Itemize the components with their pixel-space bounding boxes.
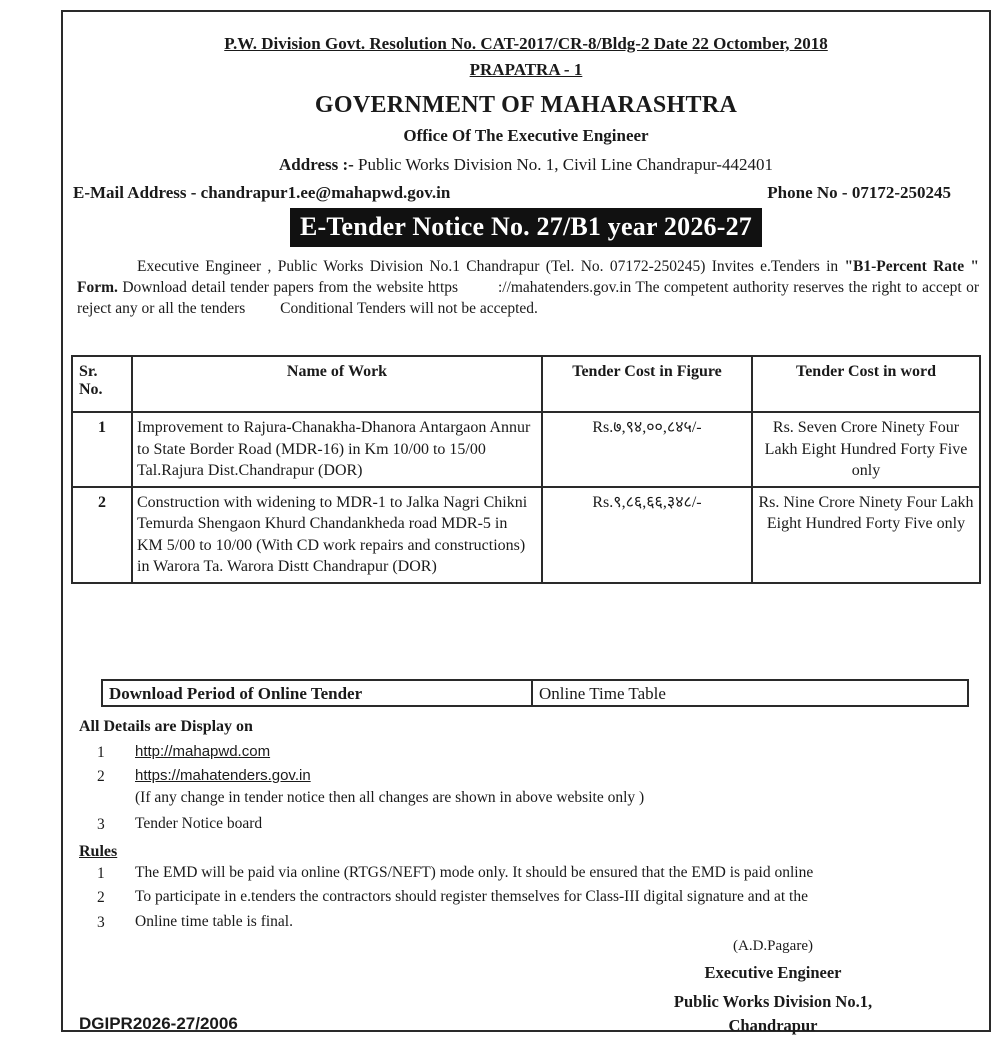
rule-item: Online time table is final. bbox=[135, 913, 293, 930]
signatory-city: Chandrapur bbox=[728, 1016, 818, 1035]
signatory-name: (A.D.Pagare) bbox=[733, 938, 813, 954]
header-sr-no: Sr. No. bbox=[72, 356, 132, 412]
intro-part4: Conditional Tenders will not be accepted. bbox=[280, 300, 538, 317]
government-title: GOVERNMENT OF MAHARASHTRA bbox=[314, 92, 738, 118]
row-cost-word: Rs. Nine Crore Ninety Four Lakh Eight Hundred Forty Five only bbox=[752, 487, 980, 583]
rules-heading: Rules bbox=[79, 843, 118, 860]
intro-part1: Executive Engineer , Public Works Division No.1 Chandrapur (Tel. No. 07172-250245) Invites e.Tenders in bbox=[137, 258, 839, 275]
rule-number: 2 bbox=[97, 889, 105, 906]
rule-number: 1 bbox=[97, 865, 105, 882]
download-divider bbox=[531, 679, 533, 707]
details-heading: All Details are Display on bbox=[79, 718, 253, 735]
details-item-number: 2 bbox=[97, 768, 105, 785]
details-item-notice-board: Tender Notice board bbox=[135, 815, 263, 832]
mahatenders-link[interactable]: https://mahatenders.gov.in bbox=[135, 767, 311, 784]
row-sr-no: 1 bbox=[72, 412, 132, 487]
office-address bbox=[63, 155, 989, 175]
header-cost-figure: Tender Cost in Figure bbox=[542, 356, 752, 412]
intro-part3: ://mahatenders.gov.in The competent authority reserves the right to accept or reject any or all the tenders bbox=[77, 279, 979, 317]
row-cost-figure: Rs.७,९४,००,८४५/- bbox=[542, 412, 752, 487]
office-title: Office Of The Executive Engineer bbox=[403, 126, 649, 145]
resolution-reference: P.W. Division Govt. Resolution No. CAT-2017/CR-8/Bldg-2 Date 22 Octomber, 2018 bbox=[224, 34, 828, 53]
table-row bbox=[72, 487, 980, 583]
table-row bbox=[72, 412, 980, 487]
details-item-number: 1 bbox=[97, 744, 105, 761]
email-address: E-Mail Address - chandrapur1.ee@mahapwd.gov.in bbox=[73, 183, 451, 202]
row-name-of-work: Construction with widening to MDR-1 to Jalka Nagri Chikni Temurda Shengaon Khurd Chandankheda road MDR-5 in KM 5/00 to 10/00 (With CD work repairs and constructions) in Warora Ta. Warora Distt Chandrapur (DOR) bbox=[132, 487, 542, 583]
dgipr-code: DGIPR2026-27/2006 bbox=[79, 1014, 238, 1033]
intro-form-name: "B1-Percent Rate " Form. bbox=[77, 258, 979, 296]
prapatra-label: PRAPATRA - 1 bbox=[469, 60, 583, 79]
download-period-row bbox=[101, 679, 969, 707]
mahapwd-link[interactable]: http://mahapwd.com bbox=[135, 743, 271, 760]
rule-number: 3 bbox=[97, 914, 105, 931]
address-label: Address :- bbox=[279, 155, 354, 174]
rule-item: To participate in e.tenders the contractors should register themselves for Class-III digital signature and at the bbox=[135, 888, 808, 905]
intro-part2: Download detail tender papers from the website https bbox=[117, 279, 459, 296]
signatory-division: Public Works Division No.1, bbox=[673, 992, 873, 1011]
phone-number: Phone No - 07172-250245 bbox=[767, 183, 951, 202]
online-time-table-label: Online Time Table bbox=[539, 684, 666, 703]
address-value: Public Works Division No. 1, Civil Line Chandrapur-442401 bbox=[353, 155, 773, 174]
row-sr-no: 2 bbox=[72, 487, 132, 583]
intro-paragraph bbox=[77, 256, 979, 319]
header-cost-word: Tender Cost in word bbox=[752, 356, 980, 412]
notice-title: E-Tender Notice No. 27/B1 year 2026-27 bbox=[290, 208, 762, 247]
row-cost-word: Rs. Seven Crore Ninety Four Lakh Eight Hundred Forty Five only bbox=[752, 412, 980, 487]
notice-title-wrap bbox=[63, 208, 989, 247]
header-name-of-work: Name of Work bbox=[132, 356, 542, 412]
notice-page bbox=[61, 10, 991, 1035]
download-period-label: Download Period of Online Tender bbox=[109, 684, 363, 703]
details-note: (If any change in tender notice then all changes are shown in above website only ) bbox=[135, 789, 645, 806]
signatory-designation: Executive Engineer bbox=[704, 963, 842, 982]
rule-item: The EMD will be paid via online (RTGS/NEFT) mode only. It should be ensured that the EMD is paid online bbox=[135, 864, 814, 881]
row-cost-figure: Rs.९,८६,६६,३४८/- bbox=[542, 487, 752, 583]
works-table bbox=[71, 355, 981, 584]
details-item-number: 3 bbox=[97, 816, 105, 833]
table-header-row bbox=[72, 356, 980, 412]
row-name-of-work: Improvement to Rajura-Chanakha-Dhanora Antargaon Annur to State Border Road (MDR-16) in Km 10/00 to 15/00 Tal.Rajura Dist.Chandrapur (DOR) bbox=[132, 412, 542, 487]
